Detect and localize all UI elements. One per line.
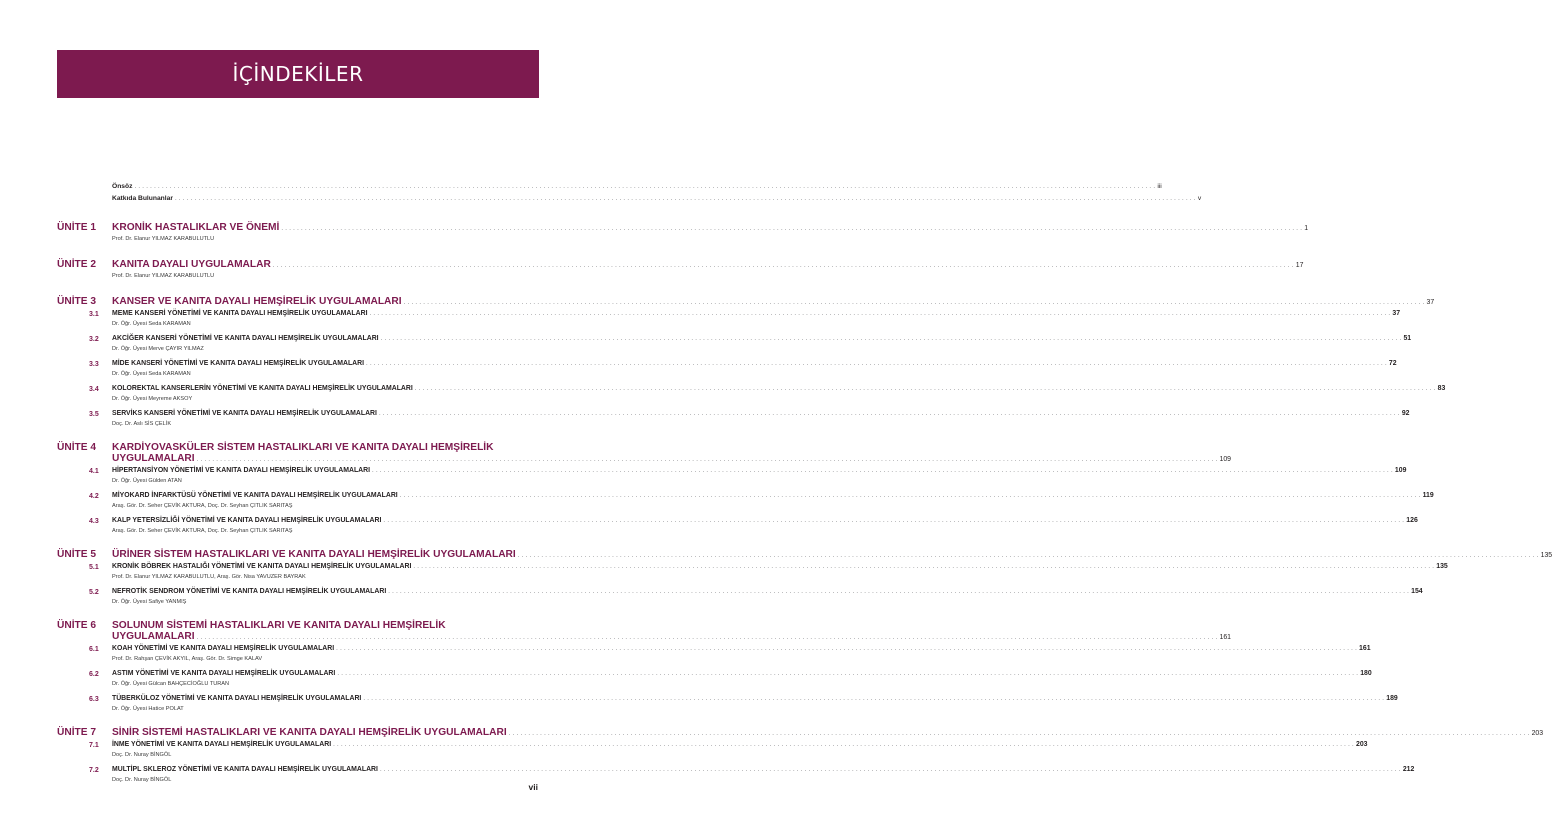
section-author: Dr. Öğr. Üyesi Hatice POLAT (112, 706, 184, 712)
entry-page: 161 (1359, 645, 1371, 652)
entry-title: AKCİĞER KANSERİ YÖNETİMİ VE KANITA DAYALI HEMŞİRELİK UYGULAMALARI (112, 335, 379, 342)
section-number: 7.2 (89, 766, 99, 774)
entry-title: KANITA DAYALI UYGULAMALAR (112, 259, 271, 270)
entry-title: UYGULAMALARI (112, 453, 195, 464)
entry-title: SİNİR SİSTEMİ HASTALIKLARI VE KANITA DAYALI HEMŞİRELİK UYGULAMALARI (112, 727, 507, 738)
dot-leader: . . . . . . . . . . . . . . . . . . . . . . . . . . . . . . . . . . . . . . . . . . . . . . . . . . . . . . . . . . . . . . . . . . . . . . . . . . . . . . . . . . . . . . . . . . . . . . . . . . . . . . . . . . . . . . . . . . . . . . . . . . . . . . . . . . . . . . . . . . . . . . . . . . . . . . . . . . . . . . . . . . . . . . . . . . . . . . . . . . . . . . . . . . . . . . . . . . . . . . . . . . . . . . . . . . . . . . . . . . . . . . . . . . . . . . . . . . . . . . . . . . . . . . . . . . . . . . . . . . . . (388, 589, 1410, 595)
dot-leader: . . . . . . . . . . . . . . . . . . . . . . . . . . . . . . . . . . . . . . . . . . . . . . . . . . . . . . . . . . . . . . . . . . . . . . . . . . . . . . . . . . . . . . . . . . . . . . . . . . . . . . . . . . . . . . . . . . . . . . . . . . . . . . . . . . . . . . . . . . . . . . . . . . . . . . . . . . . . . . . . . . . . . . . . . . . . . . . . . . . . . . . . . . . . . . . . . . . . . . . . . . . . . . . . . . . . . . . . . . . . . . . . . . . . . . . . . . . . . . . . . . . . . . . . . . . . . . . . . . . . (134, 184, 1156, 190)
unit-number: ÜNİTE 1 (57, 222, 97, 233)
section-author: Araş. Gör. Dr. Seher ÇEVİK AKTURA, Doç. Dr. Seyhan ÇITLIK SARITAŞ (112, 528, 293, 534)
section-author: Dr. Öğr. Üyesi Merve ÇAYIR YILMAZ (112, 346, 204, 352)
entry-page: 92 (1401, 410, 1410, 417)
section-number: 5.1 (89, 563, 99, 571)
dot-leader: . . . . . . . . . . . . . . . . . . . . . . . . . . . . . . . . . . . . . . . . . . . . . . . . . . . . . . . . . . . . . . . . . . . . . . . . . . . . . . . . . . . . . . . . . . . . . . . . . . . . . . . . . . . . . . . . . . . . . . . . . . . . . . . . . . . . . . . . . . . . . . . . . . . . . . . . . . . . . . . . . . . . . . . . . . . . . . . . . . . . . . . . . . . . . . . . . . . . . . . . . . . . . . . . . . . . . . . . . . . . . . . . . . . . . . . . . . . . . . . . . . . . . . . . . . . . . . . . . . . . (272, 263, 1294, 269)
unit-number: ÜNİTE 2 (57, 259, 97, 270)
dot-leader: . . . . . . . . . . . . . . . . . . . . . . . . . . . . . . . . . . . . . . . . . . . . . . . . . . . . . . . . . . . . . . . . . . . . . . . . . . . . . . . . . . . . . . . . . . . . . . . . . . . . . . . . . . . . . . . . . . . . . . . . . . . . . . . . . . . . . . . . . . . . . . . . . . . . . . . . . . . . . . . . . . . . . . . . . . . . . . . . . . . . . . . . . . . . . . . . . . . . . . . . . . . . . . . . . . . . . . . . . . . . . . . . . . . . . . . . . . . . . . . . . . . . . . . . . . . . . . . . . . . . (517, 553, 1539, 559)
section-author: Prof. Dr. Elanur YILMAZ KARABULUTLU, Araş. Gör. Nisa YAVUZER BAYRAK (112, 574, 306, 580)
toc-section-entry[interactable] (112, 385, 1446, 392)
section-author: Prof. Dr. Rahşan ÇEVİK AKYIL, Araş. Gör. Dr. Simge KALAV (112, 656, 263, 662)
dot-leader: . . . . . . . . . . . . . . . . . . . . . . . . . . . . . . . . . . . . . . . . . . . . . . . . . . . . . . . . . . . . . . . . . . . . . . . . . . . . . . . . . . . . . . . . . . . . . . . . . . . . . . . . . . . . . . . . . . . . . . . . . . . . . . . . . . . . . . . . . . . . . . . . . . . . . . . . . . . . . . . . . . . . . . . . . . . . . . . . . . . . . . . . . . . . . . . . . . . . . . . . . . . . . . . . . . . . . . . . . . . . . . . . . . . . . . . . . . . . . . . . . . . . . . . . . . . . . . . . . . . . (508, 731, 1530, 737)
toc-section-entry[interactable] (112, 588, 1423, 595)
toc-front-entry[interactable] (112, 183, 1162, 190)
entry-page: 109 (1394, 467, 1407, 474)
section-number: 6.3 (89, 695, 99, 703)
entry-title: TÜBERKÜLOZ YÖNETİMİ VE KANITA DAYALI HEMŞİRELİK UYGULAMALARI (112, 695, 362, 702)
entry-title: SERVİKS KANSERİ YÖNETİMİ VE KANITA DAYALI HEMŞİRELİK UYGULAMALARI (112, 410, 377, 417)
unit-number: ÜNİTE 6 (57, 620, 97, 631)
unit-title-line1: KARDİYOVASKÜLER SİSTEM HASTALIKLARI VE KANITA DAYALI HEMŞİRELİK (112, 442, 494, 453)
entry-page: 109 (1219, 456, 1231, 463)
entry-page: 154 (1411, 588, 1423, 595)
dot-leader: . . . . . . . . . . . . . . . . . . . . . . . . . . . . . . . . . . . . . . . . . . . . . . . . . . . . . . . . . . . . . . . . . . . . . . . . . . . . . . . . . . . . . . . . . . . . . . . . . . . . . . . . . . . . . . . . . . . . . . . . . . . . . . . . . . . . . . . . . . . . . . . . . . . . . . . . . . . . . . . . . . . . . . . . . . . . . . . . . . . . . . . . . . . . . . . . . . . . . . . . . . . . . . . . . . . . . . . . . . . . . . . . . . . . . . . . . . . . . . . . . . . . . . . . . . . . . . . . . . . . (369, 311, 1391, 317)
section-author: Araş. Gör. Dr. Seher ÇEVİK AKTURA, Doç. Dr. Seyhan ÇITLIK SARITAŞ (112, 503, 293, 509)
toc-section-entry[interactable] (112, 563, 1448, 570)
dot-leader: . . . . . . . . . . . . . . . . . . . . . . . . . . . . . . . . . . . . . . . . . . . . . . . . . . . . . . . . . . . . . . . . . . . . . . . . . . . . . . . . . . . . . . . . . . . . . . . . . . . . . . . . . . . . . . . . . . . . . . . . . . . . . . . . . . . . . . . . . . . . . . . . . . . . . . . . . . . . . . . . . . . . . . . . . . . . . . . . . . . . . . . . . . . . . . . . . . . . . . . . . . . . . . . . . . . . . . . . . . . . . . . . . . . . . . . . . . . . . . . . . . . . . . . . . . . . . . . . . . . . (414, 386, 1436, 392)
entry-page: 119 (1422, 492, 1434, 499)
entry-title: ASTIM YÖNETİMİ VE KANITA DAYALI HEMŞİRELİK UYGULAMALARI (112, 670, 336, 677)
section-number: 4.2 (89, 492, 99, 500)
toc-front-entry[interactable] (112, 195, 1202, 202)
section-number: 4.1 (89, 467, 99, 475)
toc-section-entry[interactable] (112, 766, 1415, 773)
toc-section-entry[interactable] (112, 467, 1407, 474)
entry-page: 17 (1295, 262, 1304, 269)
section-author: Doç. Dr. Nuray BİNGÖL (112, 752, 172, 758)
unit-number: ÜNİTE 4 (57, 442, 97, 453)
entry-page: 203 (1531, 730, 1544, 737)
section-number: 3.4 (89, 385, 99, 393)
entry-page: 135 (1436, 563, 1448, 570)
toc-section-entry[interactable] (112, 410, 1410, 417)
page-title: İÇİNDEKİLER (232, 62, 364, 86)
entry-title: İNME YÖNETİMİ VE KANITA DAYALI HEMŞİRELİK UYGULAMALARI (112, 741, 332, 748)
entry-title: UYGULAMALARI (112, 631, 195, 642)
toc-section-entry[interactable] (112, 310, 1401, 317)
toc-section-entry[interactable] (112, 360, 1397, 367)
dot-leader: . . . . . . . . . . . . . . . . . . . . . . . . . . . . . . . . . . . . . . . . . . . . . . . . . . . . . . . . . . . . . . . . . . . . . . . . . . . . . . . . . . . . . . . . . . . . . . . . . . . . . . . . . . . . . . . . . . . . . . . . . . . . . . . . . . . . . . . . . . . . . . . . . . . . . . . . . . . . . . . . . . . . . . . . . . . . . . . . . . . . . . . . . . . . . . . . . . . . . . . . . . . . . . . . . . . . . . . . . . . . . . . . . . . . . . . . . . . . . . . . . . . . . . . . . . . . . . . . . . . . (336, 646, 1358, 652)
section-number: 6.1 (89, 645, 99, 653)
entry-title: MİDE KANSERİ YÖNETİMİ VE KANITA DAYALI HEMŞİRELİK UYGULAMALARI (112, 360, 365, 367)
dot-leader: . . . . . . . . . . . . . . . . . . . . . . . . . . . . . . . . . . . . . . . . . . . . . . . . . . . . . . . . . . . . . . . . . . . . . . . . . . . . . . . . . . . . . . . . . . . . . . . . . . . . . . . . . . . . . . . . . . . . . . . . . . . . . . . . . . . . . . . . . . . . . . . . . . . . . . . . . . . . . . . . . . . . . . . . . . . . . . . . . . . . . . . . . . . . . . . . . . . . . . . . . . . . . . . . . . . . . . . . . . . . . . . . . . . . . . . . . . . . . . . . . . . . . . . . . . . . . . . . . . . . (337, 671, 1359, 677)
dot-leader: . . . . . . . . . . . . . . . . . . . . . . . . . . . . . . . . . . . . . . . . . . . . . . . . . . . . . . . . . . . . . . . . . . . . . . . . . . . . . . . . . . . . . . . . . . . . . . . . . . . . . . . . . . . . . . . . . . . . . . . . . . . . . . . . . . . . . . . . . . . . . . . . . . . . . . . . . . . . . . . . . . . . . . . . . . . . . . . . . . . . . . . . . . . . . . . . . . . . . . . . . . . . . . . . . . . . . . . . . . . . . . . . . . . . . . . . . . . . . . . . . . . . . . . . . . . . . . . . . . . . (333, 742, 1354, 748)
entry-page: 212 (1402, 766, 1415, 773)
entry-page: 161 (1219, 634, 1231, 641)
toc-unit-entry[interactable] (112, 727, 1544, 738)
entry-page: iii (1157, 183, 1162, 190)
dot-leader: . . . . . . . . . . . . . . . . . . . . . . . . . . . . . . . . . . . . . . . . . . . . . . . . . . . . . . . . . . . . . . . . . . . . . . . . . . . . . . . . . . . . . . . . . . . . . . . . . . . . . . . . . . . . . . . . . . . . . . . . . . . . . . . . . . . . . . . . . . . . . . . . . . . . . . . . . . . . . . . . . . . . . . . . . . . . . . . . . . . . . . . . . . . . . . . . . . . . . . . . . . . . . . . . . . . . . . . . . . . . . . . . . . . . . . . . . . . . . . . . . . . . . . . . . . . . . . . . . . . . (174, 196, 1196, 202)
section-number: 5.2 (89, 588, 99, 596)
entry-title: MİYOKARD İNFARKTÜSÜ YÖNETİMİ VE KANITA DAYALI HEMŞİRELİK UYGULAMALARI (112, 492, 398, 499)
section-author: Dr. Öğr. Üyesi Gülden ATAN (112, 478, 182, 484)
entry-title: Katkıda Bulunanlar (112, 195, 173, 202)
entry-title: KRONİK HASTALIKLAR VE ÖNEMİ (112, 222, 280, 233)
section-author: Dr. Öğr. Üyesi Seda KARAMAN (112, 371, 191, 377)
entry-page: 135 (1540, 552, 1552, 559)
toc-title-banner (57, 50, 539, 98)
unit-author: Prof. Dr. Elanur YILMAZ KARABULUTLU (112, 273, 215, 279)
entry-title: MULTİPL SKLEROZ YÖNETİMİ VE KANITA DAYALI HEMŞİRELİK UYGULAMALARI (112, 766, 378, 773)
section-author: Dr. Öğr. Üyesi Gülcan BAHÇECİOĞLU TURAN (112, 681, 230, 687)
entry-title: Önsöz (112, 183, 133, 190)
entry-title: ÜRİNER SİSTEM HASTALIKLARI VE KANITA DAYALI HEMŞİRELİK UYGULAMALARI (112, 549, 516, 560)
entry-page: 203 (1355, 741, 1368, 748)
section-number: 3.3 (89, 360, 99, 368)
page-number: vii (528, 782, 538, 792)
section-author: Doç. Dr. Nuray BİNGÖL (112, 777, 172, 783)
toc-section-entry[interactable] (112, 645, 1371, 652)
dot-leader: . . . . . . . . . . . . . . . . . . . . . . . . . . . . . . . . . . . . . . . . . . . . . . . . . . . . . . . . . . . . . . . . . . . . . . . . . . . . . . . . . . . . . . . . . . . . . . . . . . . . . . . . . . . . . . . . . . . . . . . . . . . . . . . . . . . . . . . . . . . . . . . . . . . . . . . . . . . . . . . . . . . . . . . . . . . . . . . . . . . . . . . . . . . . . . . . . . . . . . . . . . . . . . . . . . . . . . . . . . . . . . . . . . . . . . . . . . . . . . . . . . . . . . . . . . . . . . . . . . . . (196, 457, 1218, 463)
entry-page: 83 (1437, 385, 1446, 392)
entry-page: 1 (1304, 225, 1309, 232)
section-author: Doç. Dr. Aslı SİS ÇELİK (112, 421, 172, 427)
entry-page: 189 (1386, 695, 1398, 702)
toc-section-entry[interactable] (112, 695, 1398, 702)
section-number: 4.3 (89, 517, 99, 525)
unit-number: ÜNİTE 7 (57, 727, 97, 738)
section-author: Dr. Öğr. Üyesi Seda KARAMAN (112, 321, 191, 327)
dot-leader: . . . . . . . . . . . . . . . . . . . . . . . . . . . . . . . . . . . . . . . . . . . . . . . . . . . . . . . . . . . . . . . . . . . . . . . . . . . . . . . . . . . . . . . . . . . . . . . . . . . . . . . . . . . . . . . . . . . . . . . . . . . . . . . . . . . . . . . . . . . . . . . . . . . . . . . . . . . . . . . . . . . . . . . . . . . . . . . . . . . . . . . . . . . . . . . . . . . . . . . . . . . . . . . . . . . . . . . . . . . . . . . . . . . . . . . . . . . . . . . . . . . . . . . . . . . . . . . . . . . . (363, 696, 1385, 702)
dot-leader: . . . . . . . . . . . . . . . . . . . . . . . . . . . . . . . . . . . . . . . . . . . . . . . . . . . . . . . . . . . . . . . . . . . . . . . . . . . . . . . . . . . . . . . . . . . . . . . . . . . . . . . . . . . . . . . . . . . . . . . . . . . . . . . . . . . . . . . . . . . . . . . . . . . . . . . . . . . . . . . . . . . . . . . . . . . . . . . . . . . . . . . . . . . . . . . . . . . . . . . . . . . . . . . . . . . . . . . . . . . . . . . . . . . . . . . . . . . . . . . . . . . . . . . . . . . . . . . . . . . . (380, 336, 1402, 342)
entry-title: MEME KANSERİ YÖNETİMİ VE KANITA DAYALI HEMŞİRELİK UYGULAMALARI (112, 310, 368, 317)
section-number: 6.2 (89, 670, 99, 678)
dot-leader: . . . . . . . . . . . . . . . . . . . . . . . . . . . . . . . . . . . . . . . . . . . . . . . . . . . . . . . . . . . . . . . . . . . . . . . . . . . . . . . . . . . . . . . . . . . . . . . . . . . . . . . . . . . . . . . . . . . . . . . . . . . . . . . . . . . . . . . . . . . . . . . . . . . . . . . . . . . . . . . . . . . . . . . . . . . . . . . . . . . . . . . . . . . . . . . . . . . . . . . . . . . . . . . . . . . . . . . . . . . . . . . . . . . . . . . . . . . . . . . . . . . . . . . . . . . . . . . . . . . . (383, 518, 1405, 524)
dot-leader: . . . . . . . . . . . . . . . . . . . . . . . . . . . . . . . . . . . . . . . . . . . . . . . . . . . . . . . . . . . . . . . . . . . . . . . . . . . . . . . . . . . . . . . . . . . . . . . . . . . . . . . . . . . . . . . . . . . . . . . . . . . . . . . . . . . . . . . . . . . . . . . . . . . . . . . . . . . . . . . . . . . . . . . . . . . . . . . . . . . . . . . . . . . . . . . . . . . . . . . . . . . . . . . . . . . . . . . . . . . . . . . . . . . . . . . . . . . . . . . . . . . . . . . . . . . . . . . . . . . . (413, 564, 1435, 570)
entry-page: 72 (1388, 360, 1397, 367)
toc-section-entry[interactable] (112, 670, 1372, 677)
entry-title: HİPERTANSİYON YÖNETİMİ VE KANITA DAYALI HEMŞİRELİK UYGULAMALARI (112, 467, 371, 474)
dot-leader: . . . . . . . . . . . . . . . . . . . . . . . . . . . . . . . . . . . . . . . . . . . . . . . . . . . . . . . . . . . . . . . . . . . . . . . . . . . . . . . . . . . . . . . . . . . . . . . . . . . . . . . . . . . . . . . . . . . . . . . . . . . . . . . . . . . . . . . . . . . . . . . . . . . . . . . . . . . . . . . . . . . . . . . . . . . . . . . . . . . . . . . . . . . . . . . . . . . . . . . . . . . . . . . . . . . . . . . . . . . . . . . . . . . . . . . . . . . . . . . . . . . . . . . . . . . . . . . . . . . . (378, 411, 1400, 417)
entry-page: 37 (1426, 299, 1435, 306)
entry-page: v (1197, 195, 1202, 202)
entry-title: KALP YETERSİZLİĞİ YÖNETİMİ VE KANITA DAYALI HEMŞİRELİK UYGULAMALARI (112, 517, 382, 524)
entry-page: 37 (1392, 310, 1401, 317)
section-number: 3.1 (89, 310, 99, 318)
dot-leader: . . . . . . . . . . . . . . . . . . . . . . . . . . . . . . . . . . . . . . . . . . . . . . . . . . . . . . . . . . . . . . . . . . . . . . . . . . . . . . . . . . . . . . . . . . . . . . . . . . . . . . . . . . . . . . . . . . . . . . . . . . . . . . . . . . . . . . . . . . . . . . . . . . . . . . . . . . . . . . . . . . . . . . . . . . . . . . . . . . . . . . . . . . . . . . . . . . . . . . . . . . . . . . . . . . . . . . . . . . . . . . . . . . . . . . . . . . . . . . . . . . . . . . . . . . . . . . . . . . . . (196, 635, 1218, 641)
toc-unit-entry[interactable] (112, 259, 1304, 270)
toc-unit-entry[interactable] (112, 631, 1231, 642)
unit-title-line1: SOLUNUM SİSTEMİ HASTALIKLARI VE KANITA DAYALI HEMŞİRELİK (112, 620, 446, 631)
toc-unit-entry[interactable] (112, 222, 1309, 233)
toc-section-entry[interactable] (112, 492, 1434, 499)
toc-unit-entry[interactable] (112, 549, 1552, 560)
unit-number: ÜNİTE 3 (57, 296, 97, 307)
dot-leader: . . . . . . . . . . . . . . . . . . . . . . . . . . . . . . . . . . . . . . . . . . . . . . . . . . . . . . . . . . . . . . . . . . . . . . . . . . . . . . . . . . . . . . . . . . . . . . . . . . . . . . . . . . . . . . . . . . . . . . . . . . . . . . . . . . . . . . . . . . . . . . . . . . . . . . . . . . . . . . . . . . . . . . . . . . . . . . . . . . . . . . . . . . . . . . . . . . . . . . . . . . . . . . . . . . . . . . . . . . . . . . . . . . . . . . . . . . . . . . . . . . . . . . . . . . . . . . . . . . . . (399, 493, 1421, 499)
entry-title: KOAH YÖNETİMİ VE KANITA DAYALI HEMŞİRELİK UYGULAMALARI (112, 645, 335, 652)
toc-section-entry[interactable] (112, 741, 1368, 748)
toc-unit-entry[interactable] (112, 453, 1231, 464)
entry-title: NEFROTİK SENDROM YÖNETİMİ VE KANITA DAYALI HEMŞİRELİK UYGULAMALARI (112, 588, 387, 595)
toc-section-entry[interactable] (112, 517, 1418, 524)
entry-page: 51 (1403, 335, 1412, 342)
toc-unit-entry[interactable] (112, 296, 1435, 307)
entry-title: KANSER VE KANITA DAYALI HEMŞİRELİK UYGULAMALARI (112, 296, 402, 307)
section-author: Dr. Öğr. Üyesi Safiye YANMIŞ (112, 599, 187, 605)
dot-leader: . . . . . . . . . . . . . . . . . . . . . . . . . . . . . . . . . . . . . . . . . . . . . . . . . . . . . . . . . . . . . . . . . . . . . . . . . . . . . . . . . . . . . . . . . . . . . . . . . . . . . . . . . . . . . . . . . . . . . . . . . . . . . . . . . . . . . . . . . . . . . . . . . . . . . . . . . . . . . . . . . . . . . . . . . . . . . . . . . . . . . . . . . . . . . . . . . . . . . . . . . . . . . . . . . . . . . . . . . . . . . . . . . . . . . . . . . . . . . . . . . . . . . . . . . . . . . . . . . . . . (366, 361, 1387, 367)
dot-leader: . . . . . . . . . . . . . . . . . . . . . . . . . . . . . . . . . . . . . . . . . . . . . . . . . . . . . . . . . . . . . . . . . . . . . . . . . . . . . . . . . . . . . . . . . . . . . . . . . . . . . . . . . . . . . . . . . . . . . . . . . . . . . . . . . . . . . . . . . . . . . . . . . . . . . . . . . . . . . . . . . . . . . . . . . . . . . . . . . . . . . . . . . . . . . . . . . . . . . . . . . . . . . . . . . . . . . . . . . . . . . . . . . . . . . . . . . . . . . . . . . . . . . . . . . . . . . . . . . . . . (403, 300, 1425, 306)
section-number: 3.5 (89, 410, 99, 418)
entry-page: 180 (1360, 670, 1372, 677)
entry-title: KOLOREKTAL KANSERLERİN YÖNETİMİ VE KANITA DAYALI HEMŞİRELİK UYGULAMALARI (112, 385, 413, 392)
dot-leader: . . . . . . . . . . . . . . . . . . . . . . . . . . . . . . . . . . . . . . . . . . . . . . . . . . . . . . . . . . . . . . . . . . . . . . . . . . . . . . . . . . . . . . . . . . . . . . . . . . . . . . . . . . . . . . . . . . . . . . . . . . . . . . . . . . . . . . . . . . . . . . . . . . . . . . . . . . . . . . . . . . . . . . . . . . . . . . . . . . . . . . . . . . . . . . . . . . . . . . . . . . . . . . . . . . . . . . . . . . . . . . . . . . . . . . . . . . . . . . . . . . . . . . . . . . . . . . . . . . . . (379, 767, 1401, 773)
toc-section-entry[interactable] (112, 335, 1412, 342)
unit-number: ÜNİTE 5 (57, 549, 97, 560)
dot-leader: . . . . . . . . . . . . . . . . . . . . . . . . . . . . . . . . . . . . . . . . . . . . . . . . . . . . . . . . . . . . . . . . . . . . . . . . . . . . . . . . . . . . . . . . . . . . . . . . . . . . . . . . . . . . . . . . . . . . . . . . . . . . . . . . . . . . . . . . . . . . . . . . . . . . . . . . . . . . . . . . . . . . . . . . . . . . . . . . . . . . . . . . . . . . . . . . . . . . . . . . . . . . . . . . . . . . . . . . . . . . . . . . . . . . . . . . . . . . . . . . . . . . . . . . . . . . . . . . . . . . (281, 226, 1303, 232)
section-number: 3.2 (89, 335, 99, 343)
entry-page: 126 (1406, 517, 1418, 524)
dot-leader: . . . . . . . . . . . . . . . . . . . . . . . . . . . . . . . . . . . . . . . . . . . . . . . . . . . . . . . . . . . . . . . . . . . . . . . . . . . . . . . . . . . . . . . . . . . . . . . . . . . . . . . . . . . . . . . . . . . . . . . . . . . . . . . . . . . . . . . . . . . . . . . . . . . . . . . . . . . . . . . . . . . . . . . . . . . . . . . . . . . . . . . . . . . . . . . . . . . . . . . . . . . . . . . . . . . . . . . . . . . . . . . . . . . . . . . . . . . . . . . . . . . . . . . . . . . . . . . . . . . . (372, 468, 1393, 474)
unit-author: Prof. Dr. Elanur YILMAZ KARABULUTLU (112, 236, 215, 242)
section-author: Dr. Öğr. Üyesi Meyreme AKSOY (112, 396, 193, 402)
section-number: 7.1 (89, 741, 99, 749)
entry-title: KRONİK BÖBREK HASTALIĞI YÖNETİMİ VE KANITA DAYALI HEMŞİRELİK UYGULAMALARI (112, 563, 412, 570)
